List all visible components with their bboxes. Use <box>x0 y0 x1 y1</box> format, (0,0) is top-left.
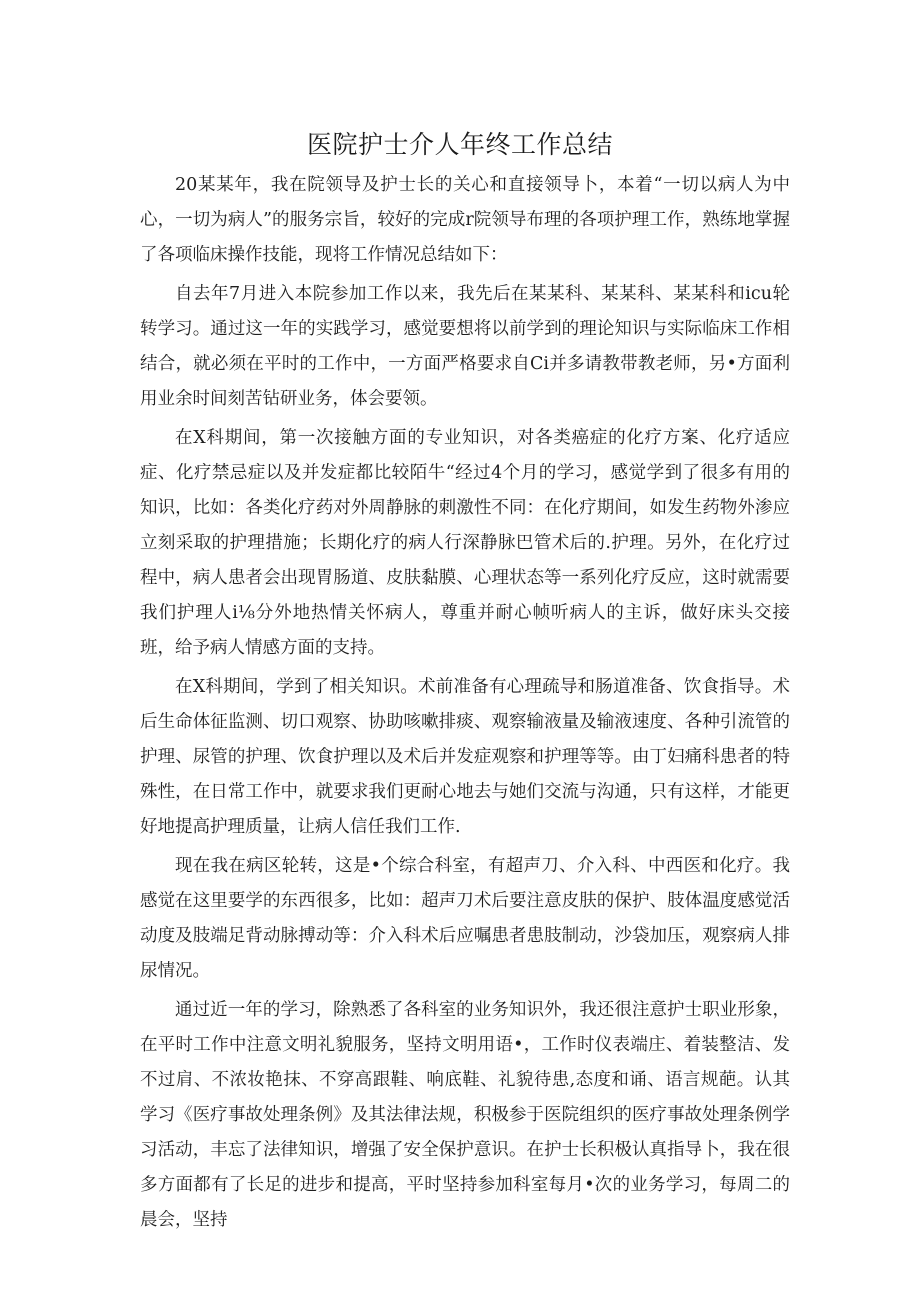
document-title: 医院护士介人年终工作总结 <box>306 130 613 159</box>
paragraph-surgery: 在X科期间，学到了相关知识。术前准备有心理疏导和肠道准备、饮食指导。术后生命体征监测、切口观察、协助咳嗽排痰、观察输液量及输液速度、各种引流管的护理、尿管的护理、饮食护理以及术后并发症观察和护理等等。由丁妇痛科患者的特殊性，在日常工作中，就要求我们更耐心地去与她们交流与沟通，只有这样，才能更好地提高护理质量，让病人信任我们工作. <box>140 677 790 837</box>
document-body <box>140 168 790 1242</box>
paragraph-intro: 20某某年，我在院领导及护士长的关心和直接领导卜，本着“一切以病人为中心，一切为病人”的服务宗旨，较好的完成r院领导布理的各项护理工作，熟练地掌握了各项临床操作技能，现将工作情况总结如下： <box>140 175 790 265</box>
paragraph-professional-image: 通过近一年的学习，除熟悉了各科室的业务知识外，我还很注意护士职业形象，在平时工作中注意文明礼貌服务，坚持文明用语•，工作时仪表端庄、着装整洁、发不过肩、不浓妆艳抹、不穿高跟鞋、响底鞋、礼貌待患,态度和诵、语言规葩。认其学习《医疗事故处理条例》及其法律法规，积极参于医院组织的医疗事故处理条例学习活动，丰忘了法律知识，增强了安全保护意识。在护士长积极认真指导卜，我在很多方面都有了长足的进步和提高，平时坚持参加科室每月•次的业务学习，每周二的晨会，坚持 <box>140 1000 790 1230</box>
paragraph-chemotherapy: 在X科期间，第一次接触方面的专业知识，对各类癌症的化疗方案、化疗适应症、化疗禁忌症以及并发症都比较陌牛“经过4个月的学习，感觉学到了很多有用的知识，比如：各类化疗药对外周静脉的刺激性不同：在化疗期间，如发生药物外渗应立刻采取的护理措施；长期化疗的病人行深静脉巴管术后的.护理。另外，在化疗过程中，病人患者会出现胃肠道、皮肤黏膜、心理状态等一系列化疗反应，这时就需要我们护理人i⅛分外地热情关怀病人，尊重并耐心帧听病人的主诉，做好床头交接班，给予病人情感方面的支持。 <box>140 428 790 658</box>
paragraph-rotation: 自去年7月进入本院参加工作以来，我先后在某某科、某某科、某某科和icu轮转学习。通过这一年的实践学习，感觉要想将以前学到的理论知识与实际临床工作相结合，就必须在平时的工作中，一方面严格要求自Ci并多请教带教老师，另•方面利用业余时间刻苦钻研业务，体会要领。 <box>140 284 790 409</box>
paragraph-current-ward: 现在我在病区轮转，这是•个综合科室，有超声刀、介入科、中西医和化疗。我感觉在这里要学的东西很多，比如：超声刀术后要注意皮肤的保护、肢体温度感觉活动度及肢端足背动脉搏动等：介入科术后应嘱患者患肢制动，沙袋加压，观察病人排尿情况。 <box>140 856 790 981</box>
